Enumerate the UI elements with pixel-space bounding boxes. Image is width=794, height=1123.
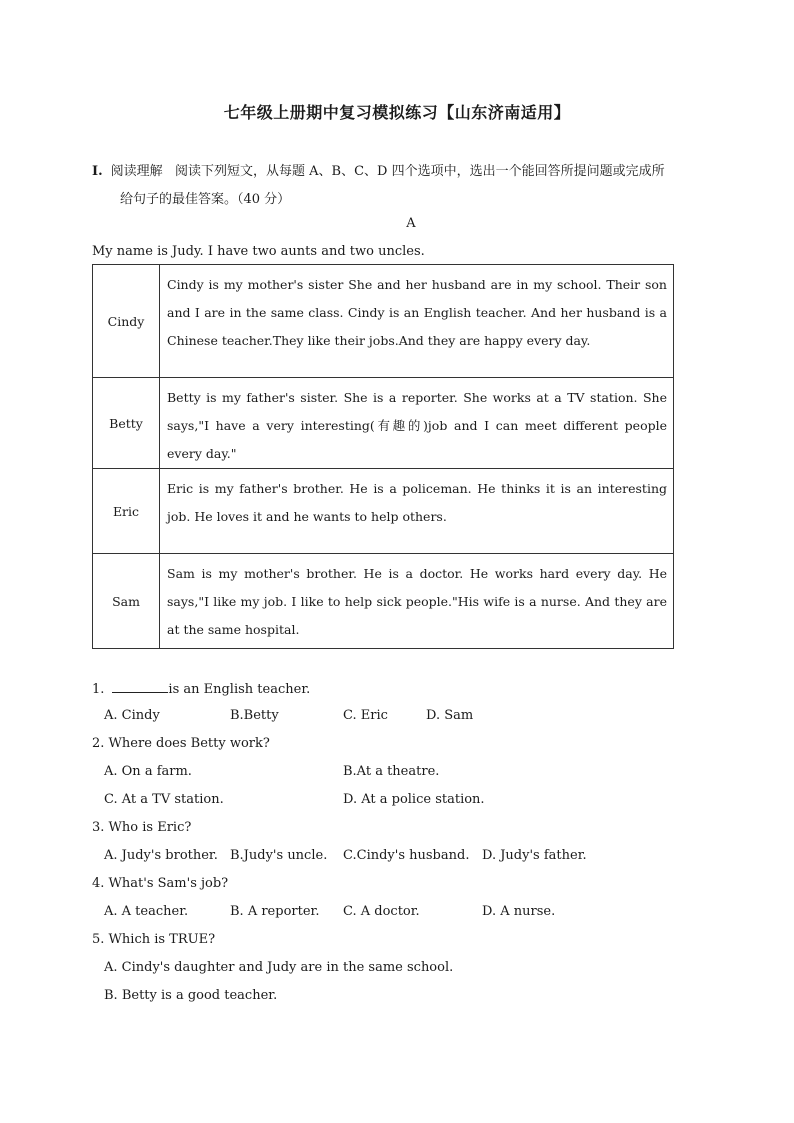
question-number: 2. — [92, 736, 105, 751]
table-row — [93, 554, 674, 649]
option-a[interactable]: A. Cindy's daughter and Judy are in the same school. — [104, 960, 454, 975]
option-d[interactable]: D. Judy's father. — [482, 848, 587, 863]
row-name: Sam — [93, 554, 160, 649]
row-description: Betty is my father's sister. She is a reporter. She works at a TV station. She says,"I have a very interesting(有趣的)job and I can meet different people every day." — [160, 378, 674, 469]
section-instruction: 阅读下列短文，从每题 A、B、C、D 四个选项中，选出一个能回答所提问题或完成所 — [175, 164, 665, 179]
table-row — [93, 469, 674, 554]
question-3 — [92, 820, 191, 835]
question-4 — [92, 876, 228, 891]
question-text: What's Sam's job? — [108, 876, 229, 891]
question-number: 4. — [92, 876, 105, 891]
question-text: Who is Eric? — [108, 820, 192, 835]
question-2 — [92, 736, 270, 751]
row-name: Cindy — [93, 265, 160, 378]
option-c[interactable]: C. A doctor. — [343, 904, 420, 919]
option-b[interactable]: B.At a theatre. — [343, 764, 440, 779]
row-description: Cindy is my mother's sister She and her husband are in my school. Their son and I are in the same class. Cindy is an English teacher. And her husband is a Chinese teacher.They like their jobs.And they are happy every day. — [160, 265, 674, 378]
option-a[interactable]: A. Judy's brother. — [104, 848, 218, 863]
section-heading: 阅读理解 — [110, 164, 163, 179]
option-b[interactable]: B. Betty is a good teacher. — [104, 988, 278, 1003]
row-name: Eric — [93, 469, 160, 554]
section-number: Ⅰ. — [92, 164, 103, 179]
answer-blank[interactable] — [112, 680, 168, 693]
option-c[interactable]: C.Cindy's husband. — [343, 848, 470, 863]
row-description: Sam is my mother's brother. He is a doctor. He works hard every day. He says,"I like my job. I like to help sick people."His wife is a nurse. And they are at the same hospital. — [160, 554, 674, 649]
section-header — [92, 158, 712, 214]
question-1 — [92, 680, 310, 697]
question-number: 1. — [92, 682, 105, 697]
option-b[interactable]: B.Betty — [230, 708, 279, 723]
option-d[interactable]: D. At a police station. — [343, 792, 485, 807]
section-instruction-cont: 给句子的最佳答案。（40 分） — [120, 192, 291, 207]
row-description: Eric is my father's brother. He is a policeman. He thinks it is an interesting job. He loves it and he wants to help others. — [160, 469, 674, 554]
option-b[interactable]: B.Judy's uncle. — [230, 848, 328, 863]
question-text: Where does Betty work? — [108, 736, 270, 751]
page-title: 七年级上册期中复习模拟练习【山东济南适用】 — [223, 103, 571, 122]
option-a[interactable]: A. A teacher. — [104, 904, 189, 919]
option-d[interactable]: D. A nurse. — [482, 904, 556, 919]
question-number: 5. — [92, 932, 105, 947]
question-number: 3. — [92, 820, 105, 835]
table-row — [93, 265, 674, 378]
passage-label: A — [406, 216, 416, 231]
option-b[interactable]: B. A reporter. — [230, 904, 320, 919]
table-row — [93, 378, 674, 469]
option-a[interactable]: A. On a farm. — [104, 764, 192, 779]
row-name: Betty — [93, 378, 160, 469]
option-d[interactable]: D. Sam — [426, 708, 474, 723]
question-5 — [92, 932, 215, 947]
passage-intro: My name is Judy. I have two aunts and two uncles. — [92, 244, 425, 259]
question-text: Which is TRUE? — [108, 932, 216, 947]
relatives-table — [92, 264, 674, 649]
option-c[interactable]: C. At a TV station. — [104, 792, 224, 807]
question-text: is an English teacher. — [168, 682, 311, 697]
option-c[interactable]: C. Eric — [343, 708, 388, 723]
option-a[interactable]: A. Cindy — [104, 708, 160, 723]
